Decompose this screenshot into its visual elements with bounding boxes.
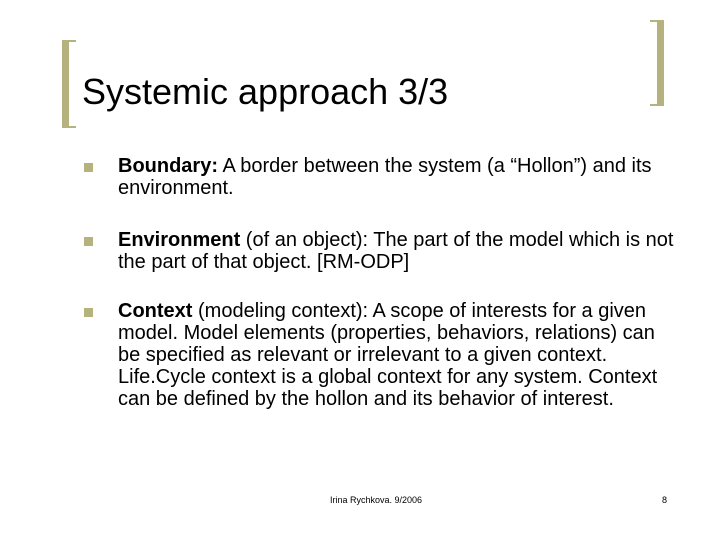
bullet-list bbox=[82, 155, 682, 440]
square-bullet-icon bbox=[84, 237, 93, 246]
left-bracket-decoration bbox=[62, 40, 76, 128]
footer-author-date: Irina Rychkova. 9/2006 bbox=[330, 495, 423, 505]
bullet-term: Boundary: bbox=[118, 155, 218, 177]
square-bullet-icon bbox=[84, 163, 93, 172]
square-bullet-icon bbox=[84, 308, 93, 317]
bullet-environment bbox=[82, 229, 682, 273]
right-bracket-decoration bbox=[650, 20, 664, 106]
slide-title: Systemic approach 3/3 bbox=[82, 71, 449, 112]
bullet-boundary bbox=[82, 155, 682, 199]
bullet-context bbox=[82, 300, 682, 410]
bullet-term: Context bbox=[118, 300, 193, 322]
bullet-text: (of an object): The part of the model which is not the part of that object. [RM-ODP] bbox=[118, 229, 674, 273]
bullet-term: Environment bbox=[118, 229, 241, 251]
bullet-text: A border between the system (a “Hollon”) and its environment. bbox=[118, 155, 652, 199]
page-number: 8 bbox=[662, 495, 668, 505]
bullet-text: (modeling context): A scope of interests for a given model. Model elements (properties, behaviors, relations) can be specified as relevant or irrelevant to a given context. Life.Cycle context is a global context for any system. Context can be defined by the hollon and its behavior of interest. bbox=[118, 300, 658, 410]
